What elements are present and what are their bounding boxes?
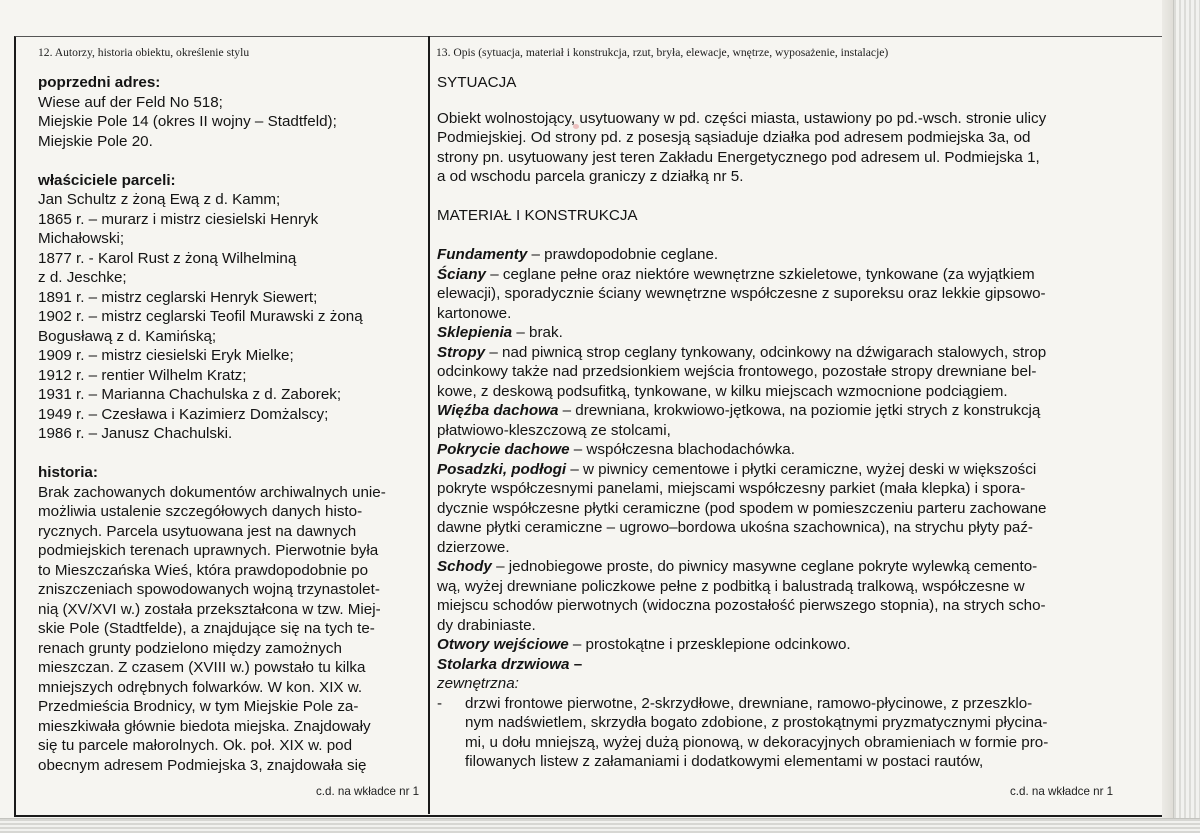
owner-line: Bogusławą z d. Kamińską;: [38, 327, 217, 345]
right-column: [437, 73, 1127, 772]
text-line: – drewniana, krokwiowo-jętkowa, na poziomie jętki strych z konstrukcją: [558, 402, 1041, 419]
history-label: historia:: [38, 464, 98, 481]
owners-label: właściciele parceli:: [38, 171, 176, 189]
text-line: pokryte współczesnymi panelami, miejscami współczesny parkiet (mała klepka) i spora-: [437, 480, 1026, 497]
text-line: dy drabiniaste.: [437, 616, 536, 634]
text-line: – nad piwnicą strop ceglany tynkowany, odcinkowy na dźwigarach stalowych, strop: [485, 343, 1047, 361]
text-line: – jednobiegowe proste, do piwnicy masywne ceglane pokryte wylewką cemento-: [491, 558, 1038, 575]
text-line: renach grunty podzielono między zamożnych: [38, 639, 342, 657]
situation-heading: SYTUACJA: [437, 74, 517, 91]
text-line: skie Pole (Stadtfelde), a znajdujące się na tych te-: [38, 620, 375, 637]
text-line: Wiese auf der Feld No 518;: [38, 93, 223, 111]
text-line: kowe, z deskową podsufitką, tynkowane, w kilku miejscach wzmocnione podciągiem.: [437, 382, 1008, 400]
walls-label: Ściany: [437, 265, 486, 283]
vaults-label: Sklepienia: [437, 324, 513, 341]
openings-entry: [437, 635, 1127, 655]
section-12-header: 12. Autorzy, historia obiektu, określenie stylu: [38, 46, 250, 59]
text-line: a od wschodu parcela graniczy z działką nr 5.: [437, 168, 744, 185]
truss-label: Więźba dachowa: [437, 402, 559, 419]
text-line: mniejszych odrębnych folwarków. W kon. XIX w.: [38, 678, 363, 696]
stairs-entry: [437, 557, 1127, 577]
text-line: Podmiejskiej. Od strony pd. z posesją sąsiaduje działka pod adresem podmiejska 3a, od: [437, 129, 1031, 146]
text-line: drzwi frontowe pierwotne, 2-skrzydłowe, drewniane, ramowo-płycinowe, z przeszklo-: [465, 694, 1033, 712]
column-divider: [428, 36, 430, 814]
foundations-label: Fundamenty: [437, 246, 528, 263]
scan-edge-bottom: [0, 818, 1200, 833]
stairs-label: Schody: [437, 558, 492, 575]
roofing-entry: [437, 440, 1127, 460]
text-line: to Mieszczańska Wieś, która prawdopodobnie po: [38, 561, 369, 579]
text-line: nym nadświetlem, skrzydła bogato zdobione, z prostokątnymi pryzmatycznymi płycina-: [465, 714, 1048, 731]
text-line: się tu parcele małorolnych. Ok. poł. XIX w. pod: [38, 737, 353, 754]
owner-line: 1986 r. – Janusz Chachulski.: [38, 425, 233, 442]
text-line: dycznie współczesne płytki ceramiczne (pod spodem w pomieszczeniu parteru zachowane: [437, 499, 1047, 517]
text-line: Miejskie Pole 20.: [38, 132, 153, 150]
owner-line: 1877 r. - Karol Rust z żoną Wilhelminą: [38, 249, 297, 267]
situation-text: [437, 109, 1127, 187]
foundations-entry: [437, 245, 1127, 265]
floors-entry: [437, 460, 1127, 480]
text-line: Miejskie Pole 14 (okres II wojny – Stadtfeld);: [38, 113, 337, 130]
text-line: – w piwnicy cementowe i płytki ceramiczne, wyżej deski w większości: [566, 460, 1037, 478]
text-line: zniszczeniach spowodowanych wojną trzynastolet-: [38, 581, 380, 598]
vaults-entry: [437, 323, 1127, 343]
text-line: mi, u dołu mniejszą, wyżej dużą pionową, w dekoracyjnych obramieniach w formie pro-: [465, 733, 1049, 751]
owner-line: z d. Jeschke;: [38, 269, 127, 286]
previous-address-label: poprzedni adres:: [38, 74, 161, 91]
text-line: obecnym adresem Podmiejska 3, znajdowała się: [38, 756, 367, 774]
text-line: Przedmieścia Brodnicy, w tym Miejskie Pole za-: [38, 698, 359, 715]
roofing-text: – współczesna blachodachówka.: [569, 441, 795, 458]
owner-line: 1912 r. – rentier Wilhelm Kratz;: [38, 366, 247, 384]
owner-line: 1865 r. – murarz i mistrz ciesielski Henryk: [38, 210, 319, 228]
walls-entry: [437, 265, 1127, 285]
text-line: dzierzowe.: [437, 538, 510, 556]
owners-list: [38, 190, 420, 444]
owner-line: 1949 r. – Czesława i Kazimierz Domżalscy;: [38, 405, 329, 423]
openings-label: Otwory wejściowe: [437, 636, 569, 653]
owner-line: 1902 r. – mistrz ceglarski Teofil Murawski z żoną: [38, 308, 363, 325]
foundations-text: – prawdopodobnie ceglane.: [527, 246, 719, 263]
owner-line: 1891 r. – mistrz ceglarski Henryk Siewert;: [38, 288, 318, 306]
bullet-item: [437, 694, 1127, 772]
text-line: Brak zachowanych dokumentów archiwalnych unie-: [38, 483, 386, 501]
owner-line: 1909 r. – mistrz ciesielski Eryk Mielke;: [38, 347, 294, 364]
text-line: kartonowe.: [437, 304, 512, 322]
text-line: rycznych. Parcela usytuowana jest na dawnych: [38, 522, 357, 540]
section-13-header: 13. Opis (sytuacja, materiał i konstrukcja, rzut, bryła, elewacje, wnętrze, wyposażenie, instalacje): [436, 46, 889, 59]
external-label: zewnętrzna:: [437, 675, 519, 692]
text-line: strony pn. usytuowany jest teren Zakładu Energetycznego pod adresem ul. Podmiejska 1,: [437, 148, 1040, 166]
text-line: mieszczan. Z czasem (XVIII w.) powstało tu kilka: [38, 659, 366, 676]
bullet-dash: -: [437, 694, 443, 712]
joinery-label: Stolarka drzwiowa: [437, 655, 570, 673]
scan-edge-right: [1173, 0, 1200, 833]
text-line: miejscu schodów pierwotnych (widoczna pozostałość pierwszego stopnia), na strych scho-: [437, 597, 1046, 614]
material-heading: MATERIAŁ I KONSTRUKCJA: [437, 207, 638, 224]
owner-line: Michałowski;: [38, 230, 125, 247]
text-line: Obiekt wolnostojący, usytuowany w pd. części miasta, ustawiony po pd.-wsch. stronie ulicy: [437, 109, 1047, 127]
joinery-entry: [437, 655, 1127, 675]
joinery-text: –: [569, 655, 583, 673]
previous-address-list: [38, 93, 420, 152]
bullet-text: [465, 694, 1127, 772]
ceilings-label: Stropy: [437, 343, 486, 361]
vaults-text: – brak.: [512, 324, 563, 341]
openings-text: – prostokątne i przesklepione odcinkowo.: [568, 636, 851, 653]
text-line: odcinkowy także nad przedsionkiem wejścia frontowego, pozostałe stropy drewniane bel-: [437, 363, 1037, 380]
right-continued-note: c.d. na wkładce nr 1: [1010, 785, 1114, 798]
text-line: podmiejskich terenach uprawnych. Pierwotnie była: [38, 542, 379, 559]
text-line: elewacji), sporadycznie ściany wewnętrzne współczesne z suporeksu oraz lekkie gipsowo-: [437, 285, 1046, 302]
text-line: mieszkiwała głównie biedota miejska. Znajdowały: [38, 717, 371, 735]
text-line: płatwiowo-kleszczową ze stolcami,: [437, 421, 671, 439]
text-line: nią (XV/XVI w.) została przekształcona w tzw. Miej-: [38, 600, 381, 618]
text-line: możliwia ustalenie szczegółowych danych histo-: [38, 503, 363, 520]
left-column: [38, 73, 420, 775]
truss-entry: [437, 401, 1127, 421]
text-line: filowanych listew z załamaniami i dodatkowymi elementami w postaci rautów,: [465, 753, 984, 770]
left-continued-note: c.d. na wkładce nr 1: [316, 785, 420, 798]
ceilings-entry: [437, 343, 1127, 363]
floors-label: Posadzki, podłogi: [437, 460, 567, 478]
owner-line: 1931 r. – Marianna Chachulska z d. Zaborek;: [38, 386, 342, 403]
text-line: wą, wyżej drewniane policzkowe pełne z podbitką i balustradą tralkową, współczesne w: [437, 577, 1025, 595]
text-line: dawne płytki ceramiczne – ugrowo–bordowa ukośna szachownica), na strychu płyty paź-: [437, 519, 1033, 536]
history-text: [38, 483, 420, 776]
roofing-label: Pokrycie dachowe: [437, 441, 570, 458]
text-line: – ceglane pełne oraz niektóre wewnętrzne szkieletowe, tynkowane (za wyjątkiem: [485, 265, 1035, 283]
owner-line: Jan Schultz z żoną Ewą z d. Kamm;: [38, 191, 281, 208]
